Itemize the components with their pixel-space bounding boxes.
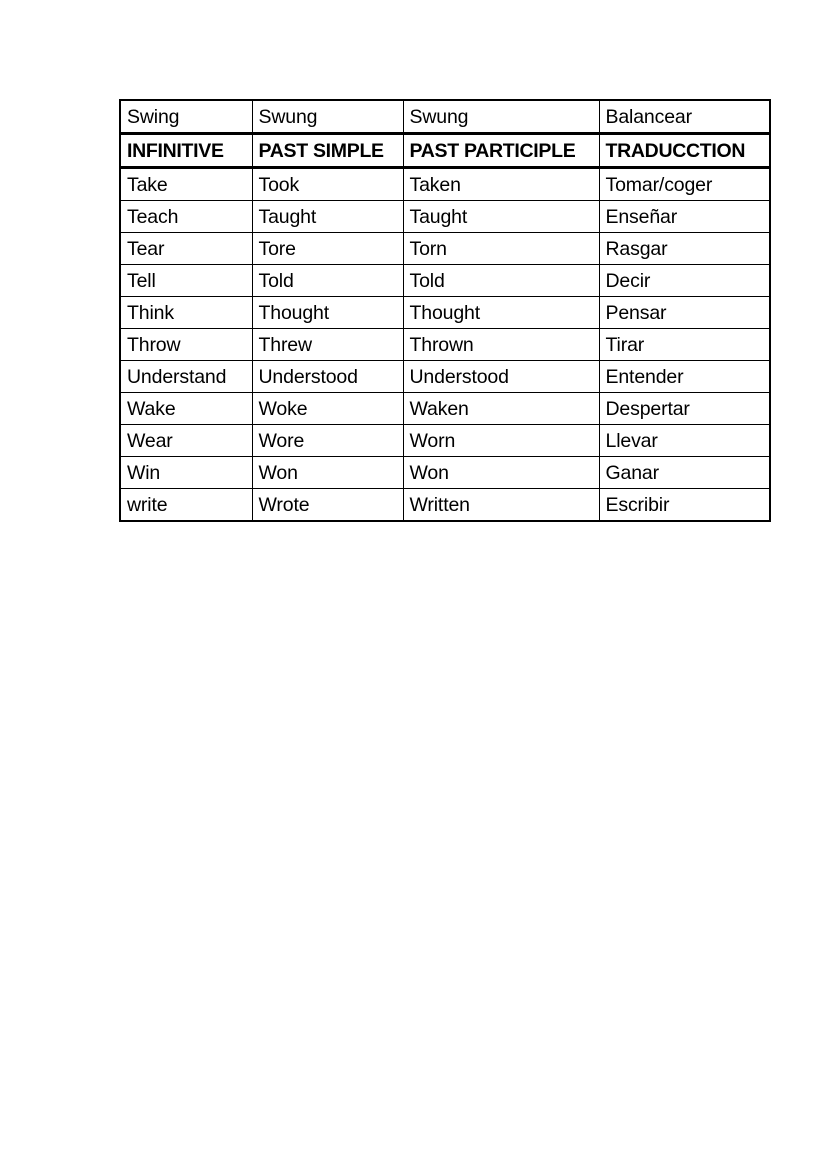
table-header-row xyxy=(120,134,770,168)
cell-past-participle: Written xyxy=(403,489,599,522)
cell-traduccion: Llevar xyxy=(599,425,770,457)
column-header-traduccion: TRADUCCTION xyxy=(599,134,770,168)
table-row-continuation xyxy=(120,100,770,134)
cell-infinitive: Think xyxy=(120,297,252,329)
table-row xyxy=(120,361,770,393)
cell-past-participle: Worn xyxy=(403,425,599,457)
table-row xyxy=(120,233,770,265)
cell-traduccion: Escribir xyxy=(599,489,770,522)
cell-past-participle: Taken xyxy=(403,168,599,201)
cell-past-simple: Wore xyxy=(252,425,403,457)
table-row xyxy=(120,168,770,201)
cell-past-simple: Thought xyxy=(252,297,403,329)
cell-infinitive: Wear xyxy=(120,425,252,457)
cell-infinitive: Throw xyxy=(120,329,252,361)
cell-traduccion: Tirar xyxy=(599,329,770,361)
cell-traduccion: Rasgar xyxy=(599,233,770,265)
table-body xyxy=(120,100,770,521)
cell-traduccion: Despertar xyxy=(599,393,770,425)
table-row xyxy=(120,425,770,457)
cell-infinitive: Understand xyxy=(120,361,252,393)
cell-past-participle: Thrown xyxy=(403,329,599,361)
cell-past-simple: Swung xyxy=(252,100,403,134)
cell-past-simple: Taught xyxy=(252,201,403,233)
cell-past-simple: Won xyxy=(252,457,403,489)
table-row xyxy=(120,457,770,489)
irregular-verbs-table xyxy=(119,99,771,522)
table-row xyxy=(120,329,770,361)
cell-past-participle: Thought xyxy=(403,297,599,329)
cell-traduccion: Entender xyxy=(599,361,770,393)
cell-past-participle: Told xyxy=(403,265,599,297)
cell-past-participle: Won xyxy=(403,457,599,489)
cell-past-participle: Torn xyxy=(403,233,599,265)
cell-traduccion: Balancear xyxy=(599,100,770,134)
cell-past-simple: Tore xyxy=(252,233,403,265)
cell-infinitive: Teach xyxy=(120,201,252,233)
cell-past-simple: Wrote xyxy=(252,489,403,522)
table-row xyxy=(120,265,770,297)
cell-past-participle: Waken xyxy=(403,393,599,425)
table-row xyxy=(120,489,770,522)
cell-traduccion: Decir xyxy=(599,265,770,297)
cell-infinitive: Wake xyxy=(120,393,252,425)
table-row xyxy=(120,297,770,329)
cell-past-simple: Understood xyxy=(252,361,403,393)
cell-infinitive: Swing xyxy=(120,100,252,134)
cell-traduccion: Enseñar xyxy=(599,201,770,233)
cell-infinitive: Take xyxy=(120,168,252,201)
cell-past-simple: Took xyxy=(252,168,403,201)
column-header-past-participle: PAST PARTICIPLE xyxy=(403,134,599,168)
cell-infinitive: Tear xyxy=(120,233,252,265)
column-header-infinitive: INFINITIVE xyxy=(120,134,252,168)
cell-past-participle: Taught xyxy=(403,201,599,233)
cell-past-participle: Understood xyxy=(403,361,599,393)
column-header-past-simple: PAST SIMPLE xyxy=(252,134,403,168)
table-row xyxy=(120,393,770,425)
cell-infinitive: Win xyxy=(120,457,252,489)
cell-traduccion: Tomar/coger xyxy=(599,168,770,201)
table-row xyxy=(120,201,770,233)
cell-past-simple: Woke xyxy=(252,393,403,425)
cell-traduccion: Pensar xyxy=(599,297,770,329)
cell-infinitive: write xyxy=(120,489,252,522)
cell-infinitive: Tell xyxy=(120,265,252,297)
cell-past-participle: Swung xyxy=(403,100,599,134)
cell-past-simple: Told xyxy=(252,265,403,297)
cell-past-simple: Threw xyxy=(252,329,403,361)
cell-traduccion: Ganar xyxy=(599,457,770,489)
